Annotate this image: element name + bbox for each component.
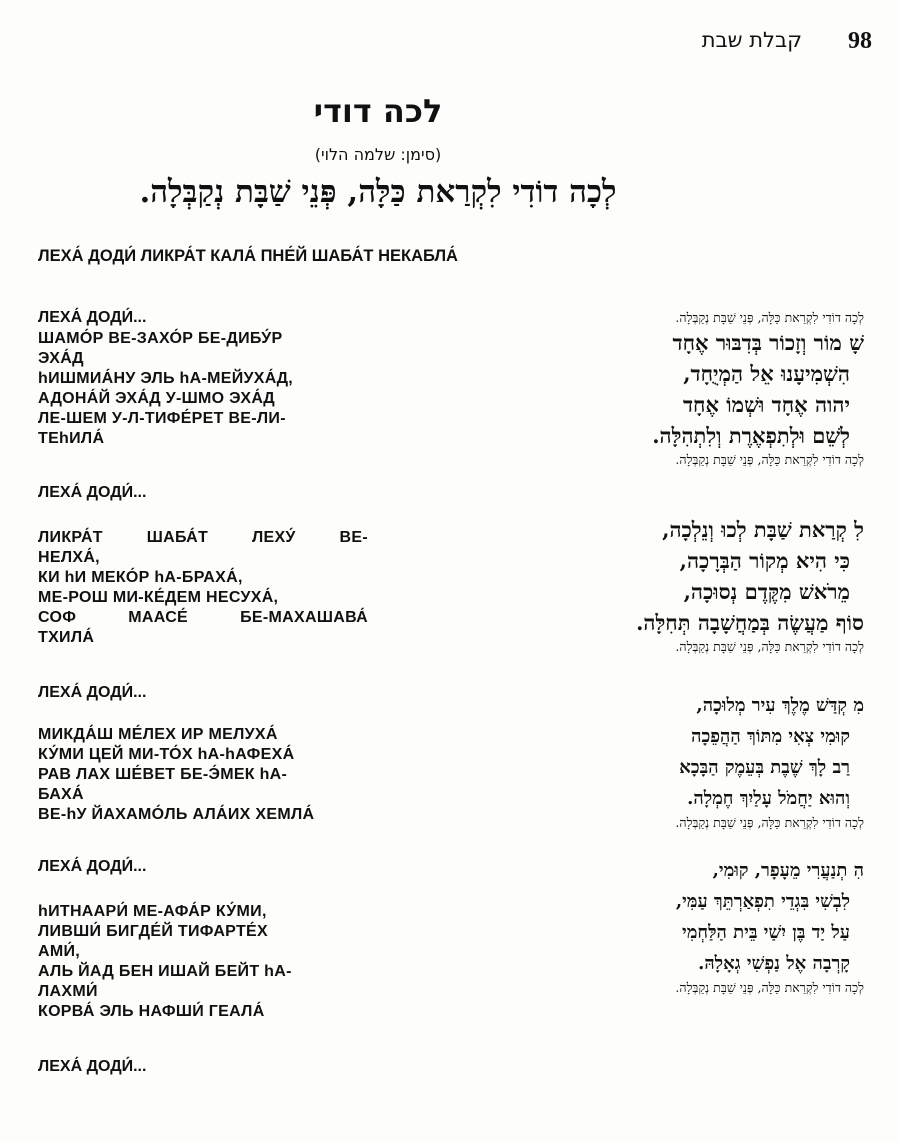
refrain-short: ЛЕХА́ ДОДИ́...	[38, 684, 147, 701]
translit-line: НЕЛХА́,	[38, 549, 100, 566]
translit-line: hИТНААРИ́ МЕ-АФА́Р КУ́МИ,	[38, 903, 267, 920]
refrain-short: ЛЕХА́ ДОДИ́...	[38, 1058, 147, 1075]
translit-line: ЛИВШИ́ БИГДЕ́Й ТИФАРТЕ́Х	[38, 923, 268, 940]
verse-line: הִ תְנַעֲרִי מֵעָפָר, קוּמִי,	[712, 860, 864, 881]
verse-line: לְשֵׁם וּלְתִפְאֶרֶת וְלִתְהִלָּה.	[652, 423, 850, 448]
verse-line: וְהוּא יַחֲמֹל עָלַיִךְ חֶמְלָה.	[687, 788, 850, 809]
stanza-4-transliteration	[38, 902, 368, 1022]
refrain-transliteration: ЛЕХА́ ДОДИ́ ЛИКРА́Т КАЛА́ ПНЕ́Й ШАБА́Т НЕКАБЛА́	[38, 247, 458, 265]
refrain-short: ЛЕХА́ ДОДИ́...	[38, 309, 147, 326]
translit-line: ЛЕ-ШЕМ У-Л-ТИФЕ́РЕТ ВЕ-ЛИ-	[38, 410, 286, 427]
verse-line: לִ קְרַאת שַׁבָּת לְכוּ וְנֵלְכָה,	[662, 517, 864, 542]
translit-line: АДОНА́Й ЭХА́Д У-ШМО ЭХА́Д	[38, 390, 275, 407]
translit-line: ТЕhИЛА́	[38, 430, 105, 447]
verse-line: עַל יַד בֶּן יִשַׁי בֵּית הַלַּחְמִי	[682, 922, 850, 943]
translit-line: ТХИЛА́	[38, 629, 95, 646]
stanza-1-transliteration	[38, 329, 368, 449]
translit-line: РАВ ЛАХ ШЕ́ВЕТ БЕ-Э́МЕК hА-	[38, 766, 288, 783]
translit-line: ВЕ-hУ ЙАХАМО́ЛЬ АЛА́ИХ ХЕМЛА́	[38, 806, 315, 823]
refrain-small: לְכָה דוֹדִי לִקְרַאת כַּלָּה, פְּנֵי שַׁבָּת נְקַבְּלָה.	[675, 639, 864, 654]
translit-line: КОРВА́ ЭЛЬ НАФШИ́ ГЕАЛА́	[38, 1003, 265, 1020]
verse-line: סוֹף מַעֲשֶׂה בְּמַחֲשָׁבָה תְּחִלָּה.	[636, 610, 864, 635]
hymn-title: לכה דודי	[313, 92, 443, 130]
refrain-small: לְכָה דוֹדִי לִקְרַאת כַּלָּה, פְּנֵי שַׁבָּת נְקַבְּלָה.	[675, 815, 864, 830]
stanza-3-hebrew	[394, 690, 864, 832]
verse-line: מֵרֹאשׁ מִקֶּדֶם נְסוּכָה,	[683, 579, 850, 604]
verse-line: מִ קְדַּשׁ מֶלֶךְ עִיר מְלוּכָה,	[696, 695, 864, 716]
refrain-small: לְכָה דוֹדִי לִקְרַאת כַּלָּה, פְּנֵי שַׁבָּת נְקַבְּלָה.	[675, 310, 864, 325]
refrain-short: ЛЕХА́ ДОДИ́...	[38, 484, 147, 501]
translit-line: МЕ-РОШ МИ-КЕ́ДЕМ НЕСУХА́,	[38, 589, 279, 606]
verse-line: כִּי הִיא מְקוֹר הַבְּרָכָה,	[679, 548, 850, 573]
translit-line: СОФ МААСЕ́ БЕ-МАХАШАВА́	[38, 609, 368, 626]
translit-line: АЛЬ ЙАД БЕН ИШАЙ БЕЙТ hА-	[38, 963, 292, 980]
translit-line: hИШМИА́НУ ЭЛЬ hА-МЕЙУХА́Д,	[38, 370, 294, 387]
verse-line: הִשְׁמִיעָנוּ אֵל הַמְיֻחָד,	[683, 361, 850, 386]
stanza-1-hebrew	[394, 309, 864, 469]
refrain-hebrew: לְכָה דוֹדִי לִקְרַאת כַּלָּה, פְּנֵי שַׁבָּת נְקַבְּלָה.	[139, 174, 617, 210]
verse-line: רַב לָךְ שֶׁבֶת בְּעֵמֶק הַבָּכָא	[679, 757, 850, 778]
stanza-2-hebrew	[394, 514, 864, 656]
stanza-2-transliteration	[38, 528, 368, 648]
refrain-small: לְכָה דוֹדִי לִקְרַאת כַּלָּה, פְּנֵי שַׁבָּת נְקַבְּלָה.	[675, 980, 864, 995]
section-title: קבלת שבת	[701, 28, 802, 52]
translit-line: БАХА́	[38, 786, 84, 803]
verse-line: שָׁ מוֹר וְזָכוֹר בְּדִבּוּר אֶחָד	[672, 330, 864, 355]
translit-line: МИКДА́Ш МЕ́ЛЕХ ИР МЕЛУХА́	[38, 726, 278, 743]
refrain-short: ЛЕХА́ ДОДИ́...	[38, 858, 147, 875]
refrain-small: לְכָה דוֹדִי לִקְרַאת כַּלָּה, פְּנֵי שַׁבָּת נְקַבְּלָה.	[675, 452, 864, 467]
verse-line: יהוה אֶחָד וּשְׁמוֹ אֶחָד	[682, 392, 850, 417]
verse-line: לִבְשִׁי בִּגְדֵי תִפְאַרְתֵּךְ עַמִּי,	[675, 891, 850, 912]
page-header	[0, 28, 900, 58]
stanza-4-hebrew	[394, 855, 864, 997]
page-number: 98	[848, 28, 872, 54]
acrostic-note: (סימן: שלמה הלוי)	[314, 145, 442, 164]
translit-line: ЭХА́Д	[38, 350, 84, 367]
verse-line: קוּמִי צְאִי מִתּוֹךְ הַהֲפֵכָה	[691, 726, 850, 747]
translit-line: КИ hИ МЕКО́Р hА-БРАХА́,	[38, 569, 243, 586]
stanza-3-transliteration	[38, 725, 368, 825]
translit-line: ШАМО́Р ВЕ-ЗАХО́Р БЕ-ДИБУ́Р	[38, 330, 283, 347]
verse-line: קָרְבָה אֶל נַפְשִׁי גְאָלָהּ.	[698, 953, 850, 974]
translit-line: ЛИКРА́Т ШАБА́Т ЛЕХУ́ ВЕ-	[38, 529, 368, 546]
translit-line: ЛАХМИ́	[38, 983, 98, 1000]
translit-line: АМИ́,	[38, 943, 81, 960]
translit-line: КУ́МИ ЦЕЙ МИ-ТО́Х hА-hАФЕХА́	[38, 746, 295, 763]
